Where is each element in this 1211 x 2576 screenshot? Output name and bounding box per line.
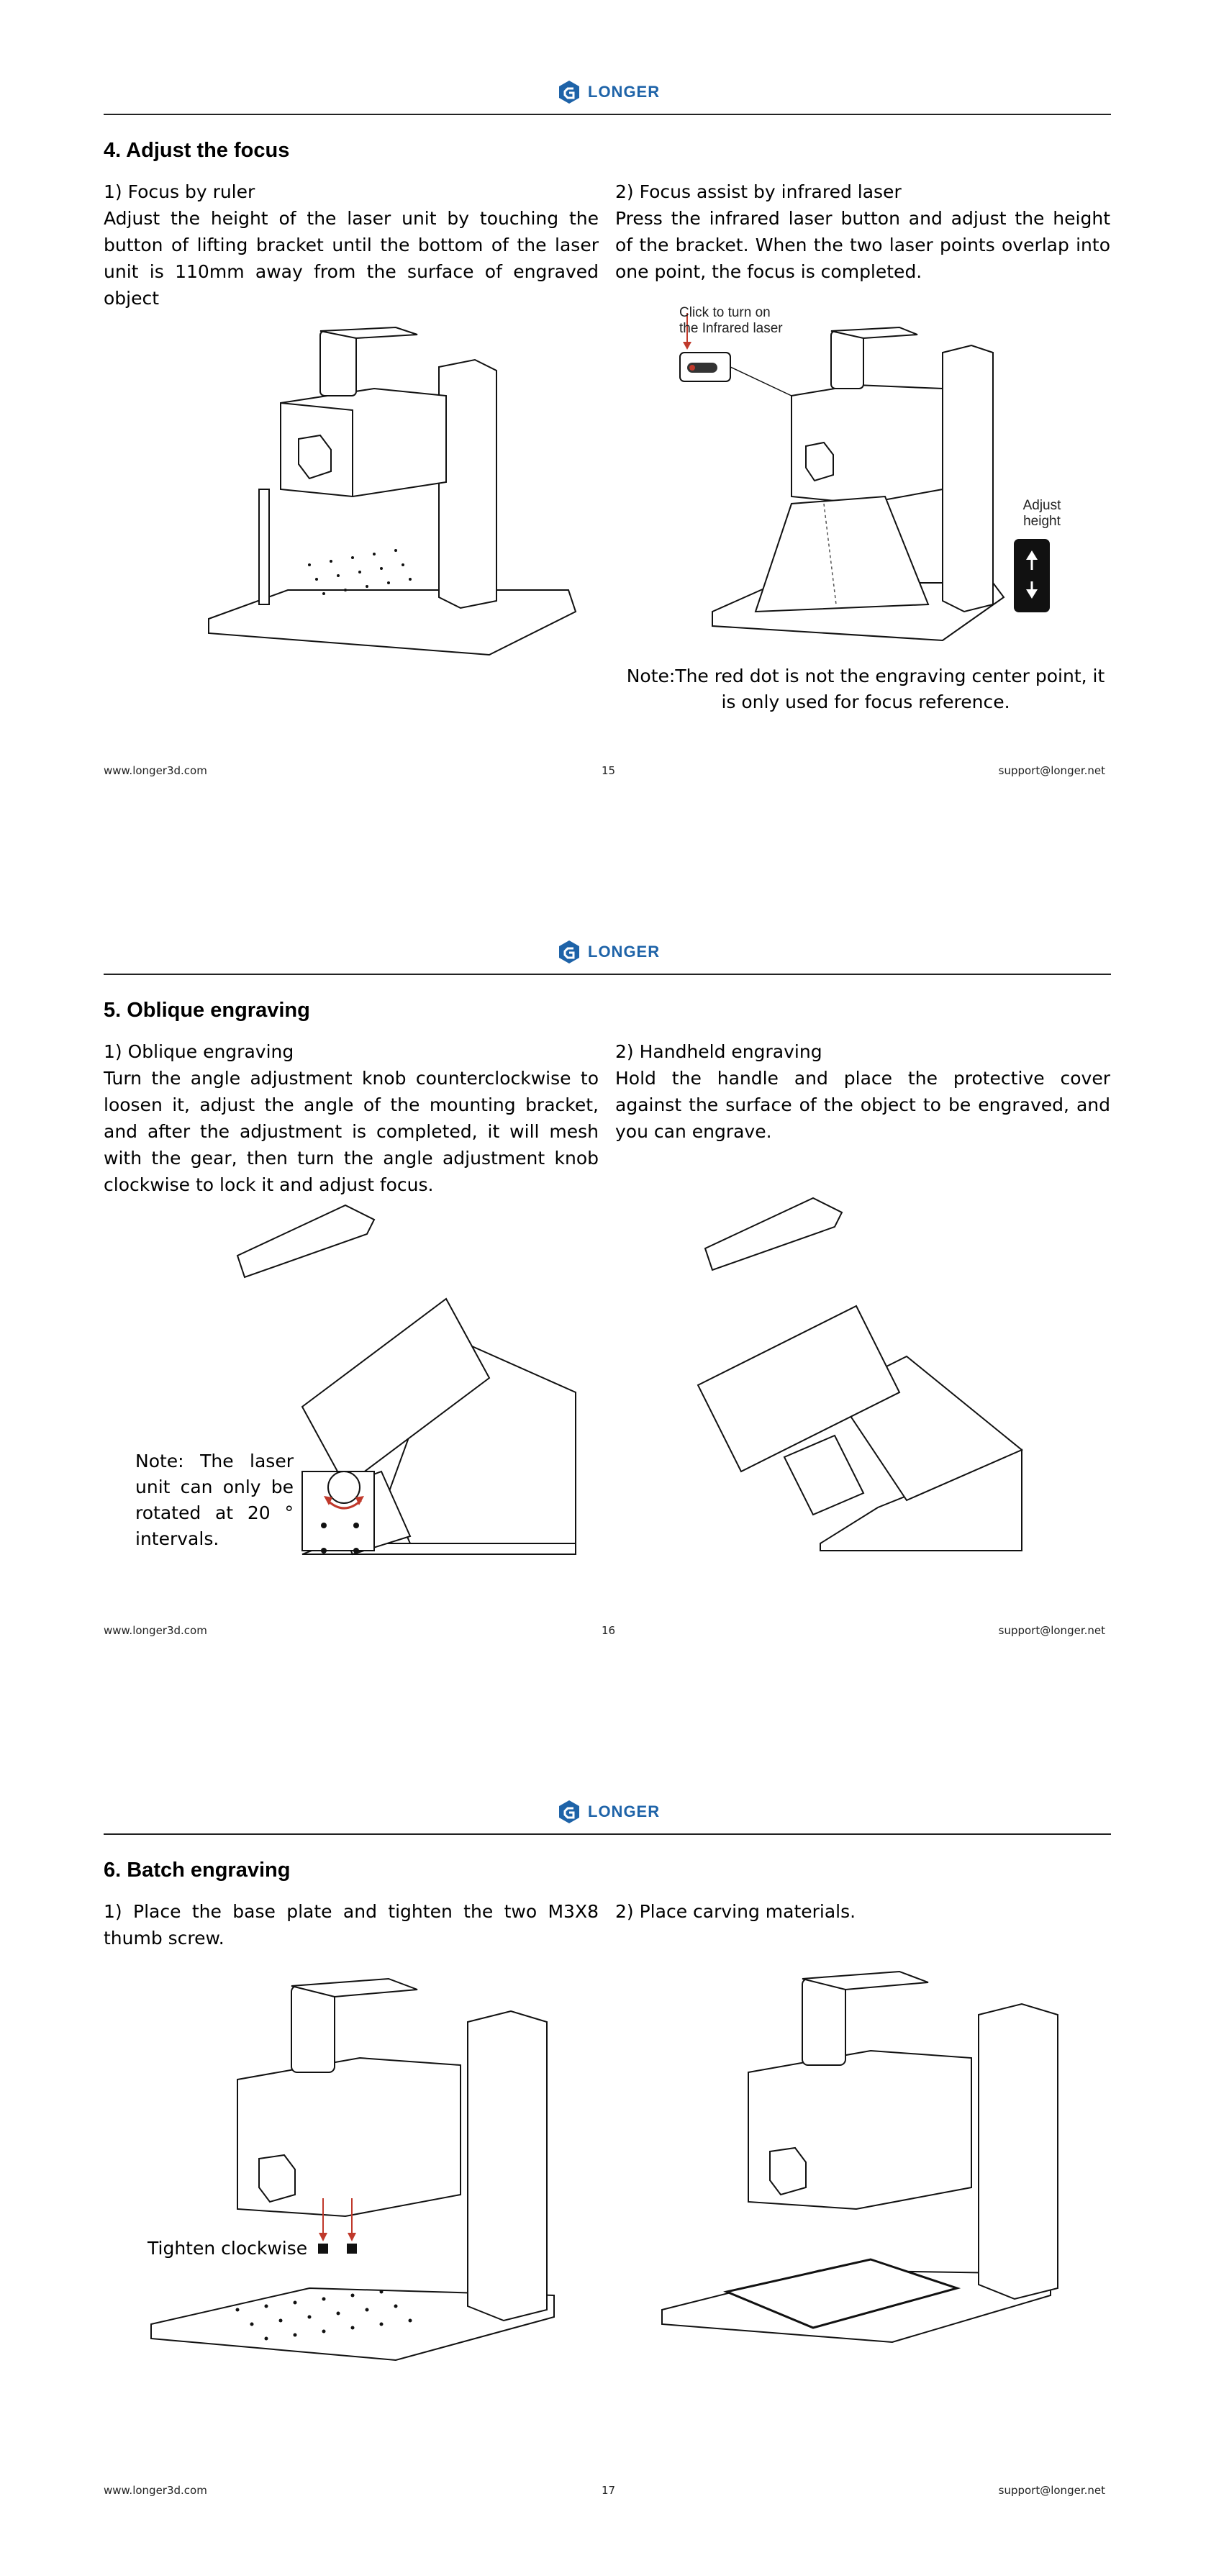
left-column xyxy=(104,1898,599,1951)
engraver-infrared-illustration xyxy=(669,302,1072,662)
footer-website: www.longer3d.com xyxy=(104,2484,207,2497)
section-title: 6. Batch engraving xyxy=(104,1859,291,1882)
footer-email: support@longer.net xyxy=(998,1624,1105,1637)
subheading: 1) Focus by ruler xyxy=(104,181,255,202)
rotation-note: Note: The laser unit can only be rotated at 20 ° intervals. xyxy=(135,1451,294,1549)
engraver-ruler-illustration xyxy=(201,317,604,662)
section-title: 4. Adjust the focus xyxy=(104,139,290,162)
adjust-height-callout: Adjust height xyxy=(1022,498,1061,529)
page-number: 17 xyxy=(602,2484,616,2497)
focus-note: Note:The red dot is not the engraving center point, it is only used for focus reference. xyxy=(626,666,1105,712)
manual-page-17 xyxy=(0,1720,1211,2576)
body-text: 1) Place the base plate and tighten the two M3X8 thumb screw. xyxy=(104,1901,599,1949)
carving-materials-illustration xyxy=(648,1950,1065,2353)
longer-logo xyxy=(556,79,660,105)
left-column xyxy=(104,1038,599,1198)
footer-website: www.longer3d.com xyxy=(104,764,207,777)
left-column xyxy=(104,178,599,312)
body-text: Press the infrared laser button and adjust the height of the bracket. When the two laser points overlap into one point, the focus is completed. xyxy=(615,208,1110,282)
brand-name: LONGER xyxy=(588,83,661,101)
footer-website: www.longer3d.com xyxy=(104,1624,207,1637)
header-divider xyxy=(104,114,1111,115)
footer-email: support@longer.net xyxy=(998,764,1105,777)
body-text: 2) Place carving materials. xyxy=(615,1901,856,1922)
brand-name: LONGER xyxy=(588,1802,661,1820)
subheading: 2) Handheld engraving xyxy=(615,1041,822,1062)
manual-page-15 xyxy=(0,0,1211,856)
tighten-callout: Tighten clockwise xyxy=(148,2238,308,2259)
body-text: Turn the angle adjustment knob counterclockwise to loosen it, adjust the angle of the mounting bracket, and after the adjustment is completed, it will mesh with the gear, then turn the angle adjustment knob clockwise to lock it and adjust focus. xyxy=(104,1068,599,1195)
body-text: Hold the handle and place the protective cover against the surface of the object to be engraved, and you can engrave. xyxy=(615,1068,1110,1142)
right-column xyxy=(615,178,1110,285)
subheading: 2) Focus assist by infrared laser xyxy=(615,181,902,202)
header-divider xyxy=(104,1833,1111,1835)
longer-logo-icon xyxy=(556,939,582,965)
longer-logo-icon xyxy=(556,1799,582,1825)
footer-email: support@longer.net xyxy=(998,2484,1105,2497)
subheading: 1) Oblique engraving xyxy=(104,1041,294,1062)
right-column xyxy=(615,1038,1110,1145)
infrared-button-callout: Click to turn on the Infrared laser xyxy=(679,305,783,336)
section-title: 5. Oblique engraving xyxy=(104,999,310,1022)
longer-logo xyxy=(556,1799,660,1825)
page-number: 15 xyxy=(602,764,616,777)
body-text: Adjust the height of the laser unit by touching the button of lifting bracket until the bottom of the laser unit is 110mm away from the surface of engraved object xyxy=(104,208,599,309)
base-plate-screw-illustration xyxy=(144,1950,561,2367)
manual-page-16 xyxy=(0,860,1211,1716)
handheld-engraving-illustration xyxy=(691,1191,1051,1565)
brand-name: LONGER xyxy=(588,943,661,961)
longer-logo xyxy=(556,939,660,965)
page-number: 16 xyxy=(602,1624,616,1637)
right-column xyxy=(615,1898,1110,1925)
longer-logo-icon xyxy=(556,79,582,105)
header-divider xyxy=(104,974,1111,975)
